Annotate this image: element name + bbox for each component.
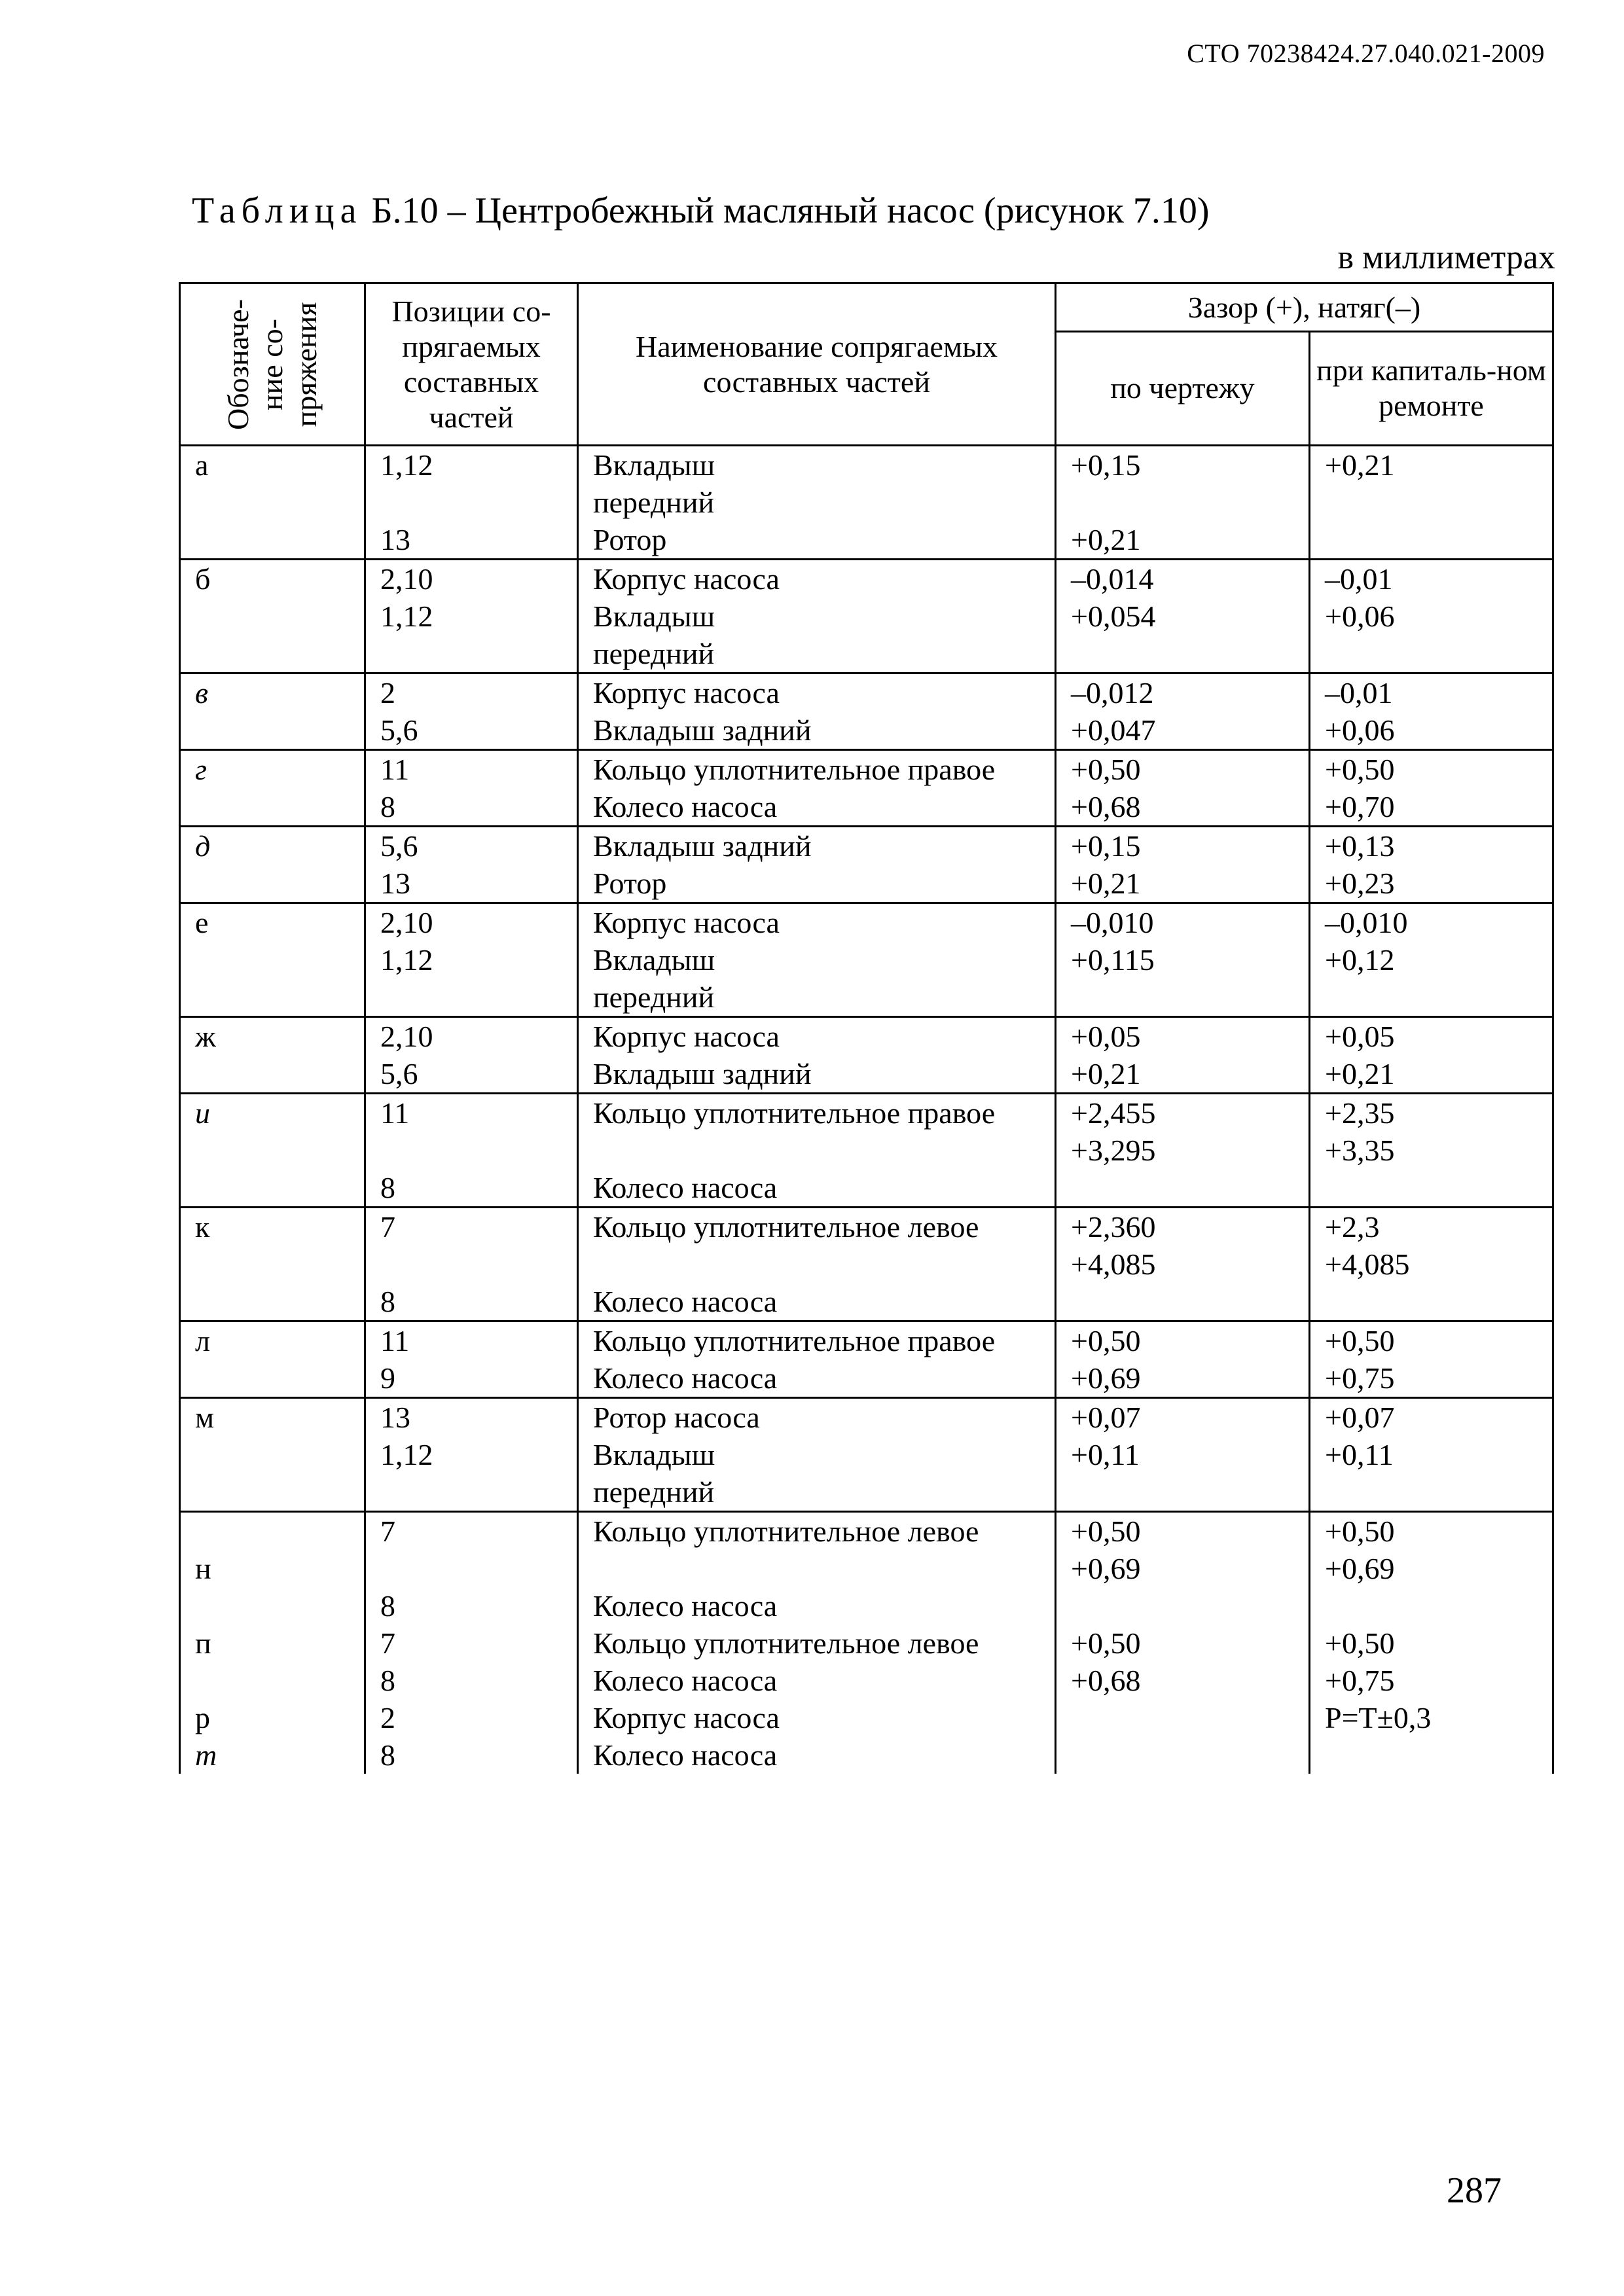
page-number: 287 [1447, 2170, 1502, 2211]
header-name-text: Наименование сопрягаемых составных частей [636, 329, 998, 399]
cell-line: +0,047 [1071, 713, 1156, 747]
positions-cell [365, 1094, 578, 1208]
cell-line: +0,69 [1071, 1361, 1141, 1395]
header-overhaul [1310, 331, 1553, 445]
cell-line: 1,12 [380, 448, 433, 482]
table-row [180, 673, 1553, 750]
overhaul-cell [1310, 827, 1553, 903]
cell-line: Колесо насоса [593, 1361, 778, 1395]
cell-line: +0,69 [1071, 1552, 1141, 1585]
cell-line [380, 484, 577, 521]
joint-mark: м [180, 1398, 365, 1512]
cell-line: +0,054 [1071, 600, 1156, 633]
cell-line: +0,50 [1325, 1515, 1395, 1548]
cell-line [195, 1513, 364, 1550]
cell-line: +0,50 [1071, 1324, 1141, 1357]
cell-line: +0,15 [1071, 448, 1141, 482]
cell-line [1071, 484, 1308, 521]
cell-line [1325, 521, 1552, 558]
cell-line: +2,455 [1071, 1096, 1156, 1130]
by-drawing-cell [1056, 1512, 1310, 1774]
by-drawing-cell [1056, 673, 1310, 750]
cell-line: Ротор [593, 867, 667, 900]
cell-line: 8 [380, 1664, 395, 1697]
joint-mark: а [180, 446, 365, 560]
positions-cell [365, 1398, 578, 1512]
table-row [180, 1094, 1553, 1208]
cell-line: +0,75 [1325, 1664, 1395, 1697]
by-drawing-cell [1056, 1208, 1310, 1321]
table-row [180, 1208, 1553, 1321]
cell-line: Вкладыш задний [593, 829, 812, 863]
cell-line: 11 [380, 1324, 410, 1357]
caption-title: Б.10 – Центробежный масляный насос (рисунок 7.10) [362, 190, 1210, 231]
cell-line: 9 [380, 1361, 395, 1395]
cell-line: Колесо насоса [593, 1285, 778, 1318]
cell-line: Кольцо уплотнительное правое [593, 1324, 996, 1357]
cell-line: +0,21 [1071, 867, 1141, 900]
cell-line: 2,10 [380, 1020, 433, 1053]
positions-cell [365, 1208, 578, 1321]
cell-line [380, 1132, 577, 1169]
by-drawing-cell [1056, 560, 1310, 673]
table-row [180, 1512, 1553, 1774]
cell-line: Корпус насоса [593, 1701, 780, 1734]
positions-cell [365, 560, 578, 673]
table-row [180, 1321, 1553, 1398]
cell-line: 7 [380, 1210, 395, 1244]
cell-line: +0,05 [1071, 1020, 1141, 1053]
header-name [578, 283, 1056, 446]
cell-line: +0,70 [1325, 790, 1395, 823]
cell-line: +0,11 [1325, 1438, 1394, 1471]
overhaul-cell [1310, 1398, 1553, 1512]
cell-line [593, 1246, 1055, 1283]
cell-line: +0,69 [1325, 1552, 1395, 1585]
cell-line: +0,21 [1325, 1057, 1395, 1090]
cell-line: 5,6 [380, 1057, 418, 1090]
part-name-cell [578, 1321, 1056, 1398]
positions-cell [365, 903, 578, 1017]
by-drawing-cell [1056, 1321, 1310, 1398]
cell-line [1071, 978, 1308, 1016]
cell-line: –0,012 [1071, 676, 1154, 709]
cell-line: Колесо насоса [593, 1738, 778, 1772]
cell-line: Р=Т±0,3 [1325, 1701, 1432, 1734]
cell-line: Кольцо уплотнительное правое [593, 753, 996, 786]
cell-line: п [195, 1626, 211, 1660]
cell-line: Вкладыш [593, 1438, 715, 1471]
cell-line: +0,07 [1325, 1401, 1395, 1434]
header-overhaul-text: при капиталь-ном ремонте [1316, 353, 1547, 423]
cell-line: +0,68 [1071, 790, 1141, 823]
header-by-drawing-text: по чертежу [1110, 371, 1255, 405]
cell-line: +0,15 [1071, 829, 1141, 863]
cell-line: 7 [380, 1626, 395, 1660]
part-name-cell [578, 1017, 1056, 1094]
cell-line [1325, 978, 1552, 1016]
overhaul-cell [1310, 446, 1553, 560]
cell-line: +0,50 [1071, 753, 1141, 786]
cell-line [1325, 1736, 1552, 1774]
part-name-cell [578, 560, 1056, 673]
joint-mark: е [180, 903, 365, 1017]
cell-line [1325, 635, 1552, 672]
part-name-cell [578, 1208, 1056, 1321]
cell-line: р [195, 1701, 210, 1734]
cell-line: +0,75 [1325, 1361, 1395, 1395]
cell-line: передний [593, 1475, 715, 1509]
cell-line: +2,35 [1325, 1096, 1395, 1130]
cell-line: –0,010 [1325, 906, 1408, 939]
overhaul-cell [1310, 1094, 1553, 1208]
cell-line: 13 [380, 867, 410, 900]
cell-line: 13 [380, 1401, 410, 1434]
header-designation-text: Обозначе-ние со-пряжения [221, 298, 323, 430]
cell-line [1071, 635, 1308, 672]
cell-line [380, 1246, 577, 1283]
header-designation [180, 283, 365, 446]
cell-line: 2,10 [380, 562, 433, 596]
by-drawing-cell [1056, 446, 1310, 560]
clearance-table [179, 282, 1554, 1774]
cell-line [195, 1587, 364, 1624]
table-row [180, 446, 1553, 560]
cell-line: +0,50 [1325, 1626, 1395, 1660]
overhaul-cell [1310, 1512, 1553, 1774]
cell-line: Колесо насоса [593, 1664, 778, 1697]
cell-line: Кольцо уплотнительное правое [593, 1096, 996, 1130]
part-name-cell [578, 827, 1056, 903]
overhaul-cell [1310, 903, 1553, 1017]
cell-line [1071, 1587, 1308, 1624]
cell-line: Вкладыш задний [593, 1057, 812, 1090]
cell-line: +4,085 [1325, 1247, 1410, 1281]
cell-line: 8 [380, 1738, 395, 1772]
cell-line: +0,07 [1071, 1401, 1141, 1434]
cell-line: Ротор насоса [593, 1401, 760, 1434]
table-row [180, 750, 1553, 827]
part-name-cell [578, 750, 1056, 827]
cell-line: 1,12 [380, 943, 433, 977]
part-name-cell [578, 903, 1056, 1017]
part-name-cell [578, 673, 1056, 750]
cell-line: 1,12 [380, 600, 433, 633]
cell-line [1071, 1169, 1308, 1206]
overhaul-cell [1310, 560, 1553, 673]
positions-cell [365, 1512, 578, 1774]
cell-line: 2 [380, 676, 395, 709]
cell-line: –0,010 [1071, 906, 1154, 939]
cell-line [1325, 1587, 1552, 1624]
cell-line: +3,35 [1325, 1134, 1395, 1167]
joint-mark: л [180, 1321, 365, 1398]
overhaul-cell [1310, 1017, 1553, 1094]
cell-line: 2,10 [380, 906, 433, 939]
cell-line: –0,01 [1325, 676, 1393, 709]
cell-line: +4,085 [1071, 1247, 1156, 1281]
cell-line: +3,295 [1071, 1134, 1156, 1167]
cell-line: Корпус насоса [593, 906, 780, 939]
joint-mark: г [180, 750, 365, 827]
cell-line [1325, 1169, 1552, 1206]
overhaul-cell [1310, 750, 1553, 827]
positions-cell [365, 750, 578, 827]
positions-cell [365, 1321, 578, 1398]
cell-line: +2,3 [1325, 1210, 1380, 1244]
units-note: в миллиметрах [1337, 239, 1555, 276]
cell-line [380, 635, 577, 672]
joint-mark [180, 1512, 365, 1774]
table-row [180, 903, 1553, 1017]
cell-line: 7 [380, 1515, 395, 1548]
cell-line: 13 [380, 523, 410, 556]
cell-line: +0,21 [1325, 448, 1395, 482]
header-by-drawing [1056, 331, 1310, 445]
part-name-cell [578, 446, 1056, 560]
cell-line: т [195, 1738, 217, 1772]
cell-line: –0,01 [1325, 562, 1393, 596]
document-code: СТО 70238424.27.040.021-2009 [1187, 39, 1545, 68]
cell-line: Вкладыш [593, 600, 715, 633]
cell-line: 1,12 [380, 1438, 433, 1471]
by-drawing-cell [1056, 827, 1310, 903]
cell-line: Колесо насоса [593, 1171, 778, 1204]
table-row [180, 1398, 1553, 1512]
overhaul-cell [1310, 1321, 1553, 1398]
cell-line: Кольцо уплотнительное левое [593, 1210, 979, 1244]
cell-line: 11 [380, 1096, 410, 1130]
cell-line: +0,50 [1325, 753, 1395, 786]
cell-line [1071, 1283, 1308, 1320]
part-name-cell [578, 1512, 1056, 1774]
cell-line: –0,014 [1071, 562, 1154, 596]
table-caption [192, 190, 1209, 232]
cell-line: 2 [380, 1701, 395, 1734]
table-row [180, 560, 1553, 673]
cell-line [380, 1550, 577, 1587]
caption-prefix: Таблица [192, 190, 363, 231]
cell-line: +0,21 [1071, 1057, 1141, 1090]
cell-line: +0,21 [1071, 523, 1141, 556]
cell-line: Колесо насоса [593, 790, 778, 823]
header-positions [365, 283, 578, 446]
table-row [180, 827, 1553, 903]
cell-line: передний [593, 980, 715, 1014]
joint-mark: и [180, 1094, 365, 1208]
cell-line: Корпус насоса [593, 562, 780, 596]
cell-line [380, 978, 577, 1016]
cell-line [1071, 1736, 1308, 1774]
cell-line [1071, 1473, 1308, 1511]
by-drawing-cell [1056, 1017, 1310, 1094]
joint-mark: к [180, 1208, 365, 1321]
header-clearance-text: Зазор (+), натяг(–) [1187, 290, 1421, 324]
cell-line: +0,23 [1325, 867, 1395, 900]
cell-line: +2,360 [1071, 1210, 1156, 1244]
cell-line: Корпус насоса [593, 1020, 780, 1053]
cell-line: +0,115 [1071, 943, 1155, 977]
cell-line: +0,50 [1325, 1324, 1395, 1357]
cell-line: Корпус насоса [593, 676, 780, 709]
cell-line [195, 1662, 364, 1699]
cell-line [593, 1550, 1055, 1587]
cell-line: 8 [380, 1285, 395, 1318]
table-row [180, 1017, 1553, 1094]
cell-line: 8 [380, 790, 395, 823]
by-drawing-cell [1056, 750, 1310, 827]
cell-line: +0,06 [1325, 713, 1395, 747]
positions-cell [365, 1017, 578, 1094]
cell-line: Вкладыш [593, 448, 715, 482]
cell-line: +0,06 [1325, 600, 1395, 633]
cell-line: передний [593, 486, 715, 519]
cell-line: +0,13 [1325, 829, 1395, 863]
positions-cell [365, 673, 578, 750]
cell-line: Вкладыш задний [593, 713, 812, 747]
joint-mark: в [180, 673, 365, 750]
overhaul-cell [1310, 673, 1553, 750]
by-drawing-cell [1056, 903, 1310, 1017]
table-body [180, 446, 1553, 1774]
cell-line [380, 1473, 577, 1511]
cell-line: Кольцо уплотнительное левое [593, 1515, 979, 1548]
cell-line: Кольцо уплотнительное левое [593, 1626, 979, 1660]
positions-cell [365, 446, 578, 560]
cell-line: +0,05 [1325, 1020, 1395, 1053]
cell-line: передний [593, 637, 715, 670]
header-positions-text: Позиции со-прягаемых составных частей [391, 294, 551, 434]
cell-line: +0,50 [1071, 1626, 1141, 1660]
part-name-cell [578, 1398, 1056, 1512]
joint-mark: б [180, 560, 365, 673]
cell-line: 8 [380, 1171, 395, 1204]
cell-line [1325, 484, 1552, 521]
cell-line: 5,6 [380, 713, 418, 747]
overhaul-cell [1310, 1208, 1553, 1321]
header-clearance [1056, 283, 1553, 332]
cell-line [593, 1132, 1055, 1169]
cell-line: Ротор [593, 523, 667, 556]
cell-line: 5,6 [380, 829, 418, 863]
cell-line: Вкладыш [593, 943, 715, 977]
cell-line: н [195, 1552, 211, 1585]
part-name-cell [578, 1094, 1056, 1208]
cell-line: 11 [380, 753, 410, 786]
cell-line: Колесо насоса [593, 1589, 778, 1623]
cell-line [1071, 1699, 1308, 1736]
by-drawing-cell [1056, 1398, 1310, 1512]
cell-line: +0,50 [1071, 1515, 1141, 1548]
joint-mark: д [180, 827, 365, 903]
cell-line: 8 [380, 1589, 395, 1623]
cell-line: +0,68 [1071, 1664, 1141, 1697]
cell-line [1325, 1283, 1552, 1320]
cell-line [1325, 1473, 1552, 1511]
cell-line: +0,12 [1325, 943, 1395, 977]
positions-cell [365, 827, 578, 903]
by-drawing-cell [1056, 1094, 1310, 1208]
joint-mark: ж [180, 1017, 365, 1094]
cell-line: +0,11 [1071, 1438, 1140, 1471]
